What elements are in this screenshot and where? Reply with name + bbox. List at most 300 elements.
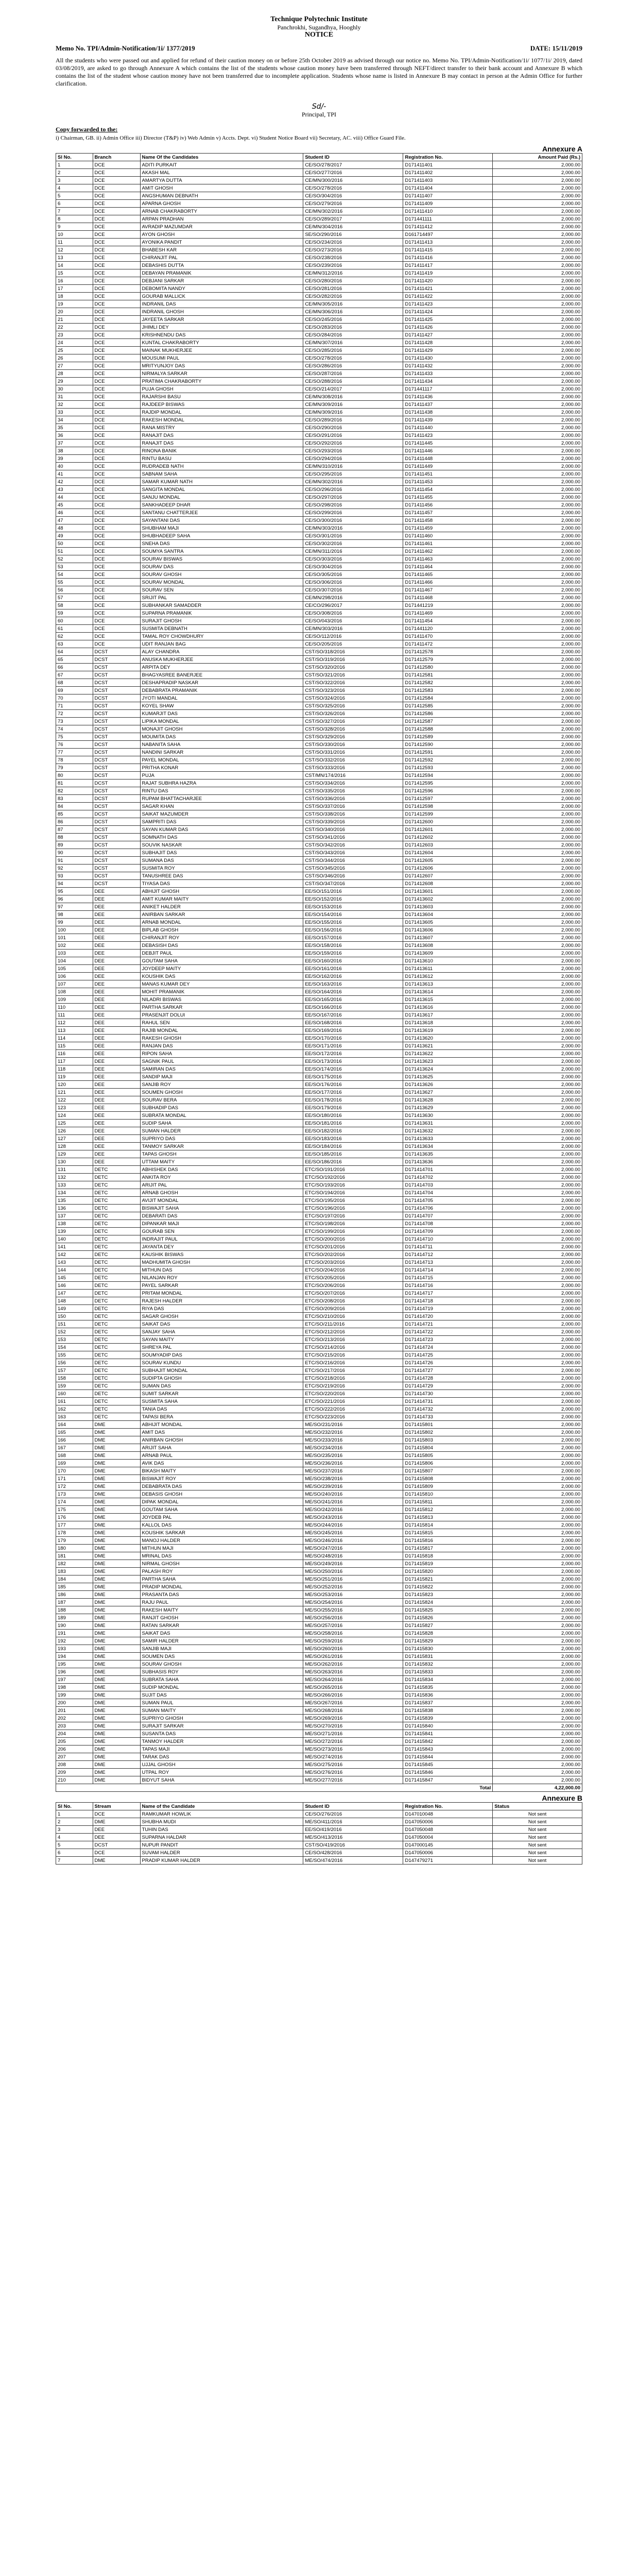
student-id-cell: ME/SO/240/2016: [303, 1490, 403, 1498]
name-cell: MRITYUNJOY DAS: [140, 362, 303, 370]
table-row: [56, 664, 582, 671]
registration-cell: D171413617: [403, 1011, 493, 1019]
table-row: [56, 1684, 582, 1691]
student-id-cell: ETC/SO/194/2016: [303, 1189, 403, 1197]
value-cell: 2,000.00: [493, 1761, 582, 1769]
table-row: [56, 741, 582, 749]
student-id-cell: ETC/SO/203/2016: [303, 1259, 403, 1266]
branch-cell: DEE: [93, 1158, 140, 1166]
sl-no-cell: 195: [56, 1660, 93, 1668]
value-cell: 2,000.00: [493, 617, 582, 625]
table-row: [56, 1305, 582, 1313]
student-id-cell: EE/SO/183/2016: [303, 1135, 403, 1143]
name-cell: TANMOY SARKAR: [140, 1143, 303, 1150]
sl-no-cell: 133: [56, 1181, 93, 1189]
sl-no-cell: 99: [56, 919, 93, 926]
value-cell: 2,000.00: [493, 1042, 582, 1050]
annexure-b-header-row: [56, 1803, 582, 1810]
student-id-cell: ME/SO/269/2016: [303, 1715, 403, 1722]
branch-cell: DME: [93, 1653, 140, 1660]
value-cell: 2,000.00: [493, 810, 582, 818]
branch-cell: DCST: [93, 702, 140, 710]
branch-cell: DCST: [93, 656, 140, 664]
registration-cell: D171413635: [403, 1150, 493, 1158]
branch-cell: DEE: [93, 1019, 140, 1027]
name-cell: ARNAB CHAKRABORTY: [140, 208, 303, 215]
name-cell: SHUBHAM MAJI: [140, 524, 303, 532]
name-cell: TANMOY HALDER: [140, 1738, 303, 1745]
table-row: [56, 455, 582, 463]
student-id-cell: CE/SO/288/2016: [303, 378, 403, 385]
branch-cell: DETC: [93, 1328, 140, 1336]
student-id-cell: CST/SO/328/2016: [303, 725, 403, 733]
sl-no-cell: 128: [56, 1143, 93, 1150]
branch-cell: DCE: [93, 579, 140, 586]
branch-cell: DETC: [93, 1375, 140, 1382]
registration-cell: D171413612: [403, 973, 493, 980]
branch-cell: DME: [93, 1490, 140, 1498]
name-cell: SAMAR KUMAR NATH: [140, 478, 303, 486]
table-row: [56, 1019, 582, 1027]
name-cell: ABHIJIT GHOSH: [140, 888, 303, 895]
column-header: Student ID: [303, 154, 403, 161]
registration-cell: D171413634: [403, 1143, 493, 1150]
value-cell: 2,000.00: [493, 671, 582, 679]
table-row: [56, 347, 582, 354]
table-row: [56, 285, 582, 293]
value-cell: 2,000.00: [493, 1351, 582, 1359]
name-cell: SUMAN MAITY: [140, 1707, 303, 1715]
student-id-cell: ETC/SO/193/2016: [303, 1181, 403, 1189]
sl-no-cell: 173: [56, 1490, 93, 1498]
name-cell: SOURAV BERA: [140, 1096, 303, 1104]
sl-no-cell: 3: [56, 1826, 93, 1834]
name-cell: SUPARNA HALDAR: [140, 1834, 303, 1841]
value-cell: 2,000.00: [493, 888, 582, 895]
registration-cell: D171415807: [403, 1467, 493, 1475]
registration-cell: D171412590: [403, 741, 493, 749]
name-cell: ARNAB PAUL: [140, 1452, 303, 1460]
registration-cell: D171414713: [403, 1259, 493, 1266]
table-row: [56, 1243, 582, 1251]
branch-cell: DME: [93, 1722, 140, 1730]
name-cell: SUBRATA SAHA: [140, 1676, 303, 1684]
value-cell: 2,000.00: [493, 1375, 582, 1382]
sl-no-cell: 80: [56, 772, 93, 779]
table-row: [56, 1011, 582, 1019]
value-cell: 2,000.00: [493, 1498, 582, 1506]
branch-cell: DETC: [93, 1266, 140, 1274]
sl-no-cell: 147: [56, 1290, 93, 1297]
name-cell: PRITAM MONDAL: [140, 1290, 303, 1297]
value-cell: 2,000.00: [493, 1614, 582, 1622]
name-cell: SOURAV KUNDU: [140, 1359, 303, 1367]
table-row: [56, 416, 582, 424]
registration-cell: D171414706: [403, 1205, 493, 1212]
name-cell: JOYDEB PAL: [140, 1514, 303, 1521]
name-cell: AVIK DAS: [140, 1460, 303, 1467]
value-cell: 2,000.00: [493, 679, 582, 687]
annexure-a-header-row: [56, 154, 582, 161]
registration-cell: D171411459: [403, 524, 493, 532]
table-row: [56, 1826, 582, 1834]
branch-cell: DCST: [93, 664, 140, 671]
value-cell: 2,000.00: [493, 1699, 582, 1707]
registration-cell: D171414718: [403, 1297, 493, 1305]
branch-cell: DEE: [93, 895, 140, 903]
value-cell: 2,000.00: [493, 1545, 582, 1552]
table-row: [56, 1753, 582, 1761]
sl-no-cell: 43: [56, 486, 93, 494]
branch-cell: DCE: [93, 223, 140, 231]
value-cell: 2,000.00: [493, 718, 582, 725]
table-row: [56, 640, 582, 648]
sl-no-cell: 16: [56, 277, 93, 285]
sl-no-cell: 149: [56, 1305, 93, 1313]
sl-no-cell: 182: [56, 1560, 93, 1568]
table-row: [56, 787, 582, 795]
value-cell: 2,000.00: [493, 501, 582, 509]
sl-no-cell: 103: [56, 950, 93, 957]
registration-cell: D171413626: [403, 1081, 493, 1089]
student-id-cell: CST/SO/329/2016: [303, 733, 403, 741]
branch-cell: DCST: [93, 718, 140, 725]
sl-no-cell: 116: [56, 1050, 93, 1058]
table-row: [56, 393, 582, 401]
registration-cell: D171411422: [403, 293, 493, 300]
value-cell: 2,000.00: [493, 926, 582, 934]
registration-cell: D171412579: [403, 656, 493, 664]
table-row: [56, 919, 582, 926]
branch-cell: DCST: [93, 725, 140, 733]
registration-cell: D171414730: [403, 1390, 493, 1398]
student-id-cell: EE/SO/180/2016: [303, 1112, 403, 1120]
table-row: [56, 594, 582, 602]
sl-no-cell: 188: [56, 1606, 93, 1614]
registration-cell: D171411455: [403, 494, 493, 501]
student-id-cell: ETC/SO/214/2016: [303, 1344, 403, 1351]
registration-cell: D171415803: [403, 1436, 493, 1444]
table-row: [56, 1715, 582, 1722]
branch-cell: DETC: [93, 1274, 140, 1282]
name-cell: BHAGYASREE BANERJEE: [140, 671, 303, 679]
branch-cell: DCE: [93, 192, 140, 200]
value-cell: 2,000.00: [493, 439, 582, 447]
table-row: [56, 1429, 582, 1436]
registration-cell: D171415829: [403, 1637, 493, 1645]
sl-no-cell: 176: [56, 1514, 93, 1521]
table-row: [56, 1545, 582, 1552]
registration-cell: D171415805: [403, 1452, 493, 1460]
value-cell: 2,000.00: [493, 664, 582, 671]
table-row: [56, 1120, 582, 1127]
student-id-cell: ME/SO/238/2016: [303, 1475, 403, 1483]
registration-cell: D171411448: [403, 455, 493, 463]
branch-cell: DETC: [93, 1359, 140, 1367]
value-cell: 2,000.00: [493, 872, 582, 880]
table-row: [56, 733, 582, 741]
branch-cell: DCE: [93, 1810, 140, 1818]
student-id-cell: CE/SO/292/2016: [303, 439, 403, 447]
student-id-cell: CST/SO/345/2016: [303, 865, 403, 872]
sl-no-cell: 138: [56, 1220, 93, 1228]
registration-cell: D171414711: [403, 1243, 493, 1251]
value-cell: 2,000.00: [493, 965, 582, 973]
value-cell: 2,000.00: [493, 895, 582, 903]
student-id-cell: ME/SO/254/2016: [303, 1599, 403, 1606]
sl-no-cell: 200: [56, 1699, 93, 1707]
sl-no-cell: 70: [56, 694, 93, 702]
registration-cell: D171414720: [403, 1313, 493, 1320]
student-id-cell: EE/SO/153/2016: [303, 903, 403, 911]
student-id-cell: ME/SO/413/2016: [303, 1834, 403, 1841]
student-id-cell: CST/SO/325/2016: [303, 702, 403, 710]
table-row: [56, 1818, 582, 1826]
registration-cell: D171415825: [403, 1606, 493, 1614]
student-id-cell: EE/SO/176/2016: [303, 1081, 403, 1089]
registration-cell: D171411463: [403, 555, 493, 563]
registration-cell: D171414710: [403, 1235, 493, 1243]
sl-no-cell: 17: [56, 285, 93, 293]
student-id-cell: CE/SO/428/2016: [303, 1849, 403, 1857]
student-id-cell: ME/SO/273/2016: [303, 1745, 403, 1753]
name-cell: SNEHA DAS: [140, 540, 303, 548]
value-cell: 2,000.00: [493, 1112, 582, 1120]
registration-cell: D147050006: [403, 1818, 493, 1826]
student-id-cell: EE/SO/151/2016: [303, 888, 403, 895]
student-id-cell: ME/SO/268/2016: [303, 1707, 403, 1715]
name-cell: MOHIT PRAMANIK: [140, 988, 303, 996]
name-cell: SUBHAJIT MONDAL: [140, 1367, 303, 1375]
table-row: [56, 1004, 582, 1011]
name-cell: SHREYA PAL: [140, 1344, 303, 1351]
value-cell: 2,000.00: [493, 803, 582, 810]
student-id-cell: CST/SO/347/2016: [303, 880, 403, 888]
branch-cell: DCE: [93, 231, 140, 239]
sl-no-cell: 79: [56, 764, 93, 772]
student-id-cell: CST/SO/346/2016: [303, 872, 403, 880]
value-cell: 2,000.00: [493, 555, 582, 563]
table-row: [56, 926, 582, 934]
value-cell: 2,000.00: [493, 1730, 582, 1738]
value-cell: 2,000.00: [493, 1251, 582, 1259]
sl-no-cell: 65: [56, 656, 93, 664]
table-row: [56, 1073, 582, 1081]
table-row: [56, 950, 582, 957]
table-row: [56, 687, 582, 694]
name-cell: RINTU BASU: [140, 455, 303, 463]
student-id-cell: CST/SO/327/2016: [303, 718, 403, 725]
table-row: [56, 231, 582, 239]
value-cell: 2,000.00: [493, 579, 582, 586]
sl-no-cell: 162: [56, 1405, 93, 1413]
student-id-cell: ME/SO/261/2016: [303, 1653, 403, 1660]
registration-cell: D171415815: [403, 1529, 493, 1537]
registration-cell: D171412584: [403, 694, 493, 702]
name-cell: SANJIB MAJI: [140, 1645, 303, 1653]
value-cell: 2,000.00: [493, 1320, 582, 1328]
value-cell: 2,000.00: [493, 1181, 582, 1189]
student-id-cell: CST/SO/337/2016: [303, 803, 403, 810]
registration-cell: D171411466: [403, 579, 493, 586]
branch-cell: DCE: [93, 501, 140, 509]
sl-no-cell: 47: [56, 517, 93, 524]
registration-cell: D171411409: [403, 200, 493, 208]
table-row: [56, 694, 582, 702]
table-row: [56, 1490, 582, 1498]
value-cell: 2,000.00: [493, 1660, 582, 1668]
table-row: [56, 826, 582, 834]
value-cell: 2,000.00: [493, 1676, 582, 1684]
branch-cell: DCE: [93, 640, 140, 648]
table-row: [56, 710, 582, 718]
table-row: [56, 1174, 582, 1181]
table-row: [56, 215, 582, 223]
name-cell: SURAJIT SARKAR: [140, 1722, 303, 1730]
table-row: [56, 1351, 582, 1359]
notice-body: All the students who were passed out and applied for refund of their caution money on or before 25th October 2019 as advised through our notice no. Memo No. TPI/Admin-Notification/1i/ 1077/1i/ 2019, dated 03/08/2019, are asked to go through Annexure A which contains the list of the students whose caution money have been transferred through NEFT/direct transfer to their bank account and Annexure B which contains the list of the student whose caution money have not been transferred due to incomplete application. Students whose name is listed in Annexure B may contact in person at the Admin Office for further clarification.: [56, 57, 582, 87]
registration-cell: D171414733: [403, 1413, 493, 1421]
name-cell: ARIJIT SAHA: [140, 1444, 303, 1452]
value-cell: 2,000.00: [493, 1529, 582, 1537]
student-id-cell: CE/SO/277/2016: [303, 169, 403, 177]
branch-cell: DCE: [93, 401, 140, 409]
value-cell: 2,000.00: [493, 470, 582, 478]
sl-no-cell: 206: [56, 1745, 93, 1753]
name-cell: MITHUN MAJI: [140, 1545, 303, 1552]
student-id-cell: CE/SO/283/2016: [303, 324, 403, 331]
table-row: [56, 1529, 582, 1537]
branch-cell: DCE: [93, 316, 140, 324]
branch-cell: DCE: [93, 161, 140, 169]
registration-cell: D171411454: [403, 617, 493, 625]
sl-no-cell: 59: [56, 609, 93, 617]
value-cell: 2,000.00: [493, 1096, 582, 1104]
table-row: [56, 254, 582, 262]
student-id-cell: CST/SO/338/2016: [303, 810, 403, 818]
value-cell: 2,000.00: [493, 262, 582, 269]
student-id-cell: ETC/SO/220/2016: [303, 1390, 403, 1398]
name-cell: ABHISHEK DAS: [140, 1166, 303, 1174]
student-id-cell: ETC/SO/205/2016: [303, 1274, 403, 1282]
value-cell: 2,000.00: [493, 1143, 582, 1150]
registration-cell: D171411439: [403, 416, 493, 424]
branch-cell: DCE: [93, 617, 140, 625]
name-cell: SOUMYADIP DAS: [140, 1351, 303, 1359]
name-cell: PRASANTA DAS: [140, 1591, 303, 1599]
branch-cell: DME: [93, 1715, 140, 1722]
name-cell: PRATIMA CHAKRABORTY: [140, 378, 303, 385]
sl-no-cell: 141: [56, 1243, 93, 1251]
table-row: [56, 409, 582, 416]
registration-cell: D171441111: [403, 215, 493, 223]
sl-no-cell: 132: [56, 1174, 93, 1181]
table-row: [56, 370, 582, 378]
sl-no-cell: 7: [56, 208, 93, 215]
table-row: [56, 903, 582, 911]
name-cell: RAJESH HALDER: [140, 1297, 303, 1305]
student-id-cell: CE/MN/312/2016: [303, 269, 403, 277]
name-cell: SOURAV SEN: [140, 586, 303, 594]
value-cell: 2,000.00: [493, 725, 582, 733]
branch-cell: DETC: [93, 1197, 140, 1205]
registration-cell: D147010048: [403, 1810, 493, 1818]
table-row: [56, 865, 582, 872]
name-cell: MADHUMITA GHOSH: [140, 1259, 303, 1266]
sl-no-cell: 201: [56, 1707, 93, 1715]
annexure-a-body: [56, 161, 582, 1784]
sl-no-cell: 12: [56, 246, 93, 254]
value-cell: 2,000.00: [493, 300, 582, 308]
name-cell: KUNTAL CHAKRABORTY: [140, 339, 303, 347]
branch-cell: DEE: [93, 957, 140, 965]
student-id-cell: CST/SO/322/2016: [303, 679, 403, 687]
value-cell: 2,000.00: [493, 1127, 582, 1135]
sl-no-cell: 192: [56, 1637, 93, 1645]
student-id-cell: ME/SO/237/2016: [303, 1467, 403, 1475]
sl-no-cell: 23: [56, 331, 93, 339]
sl-no-cell: 165: [56, 1429, 93, 1436]
name-cell: AMIT DAS: [140, 1429, 303, 1436]
branch-cell: DCE: [93, 555, 140, 563]
branch-cell: DETC: [93, 1382, 140, 1390]
name-cell: JOYDEEP MAITY: [140, 965, 303, 973]
branch-cell: DME: [93, 1730, 140, 1738]
student-id-cell: ETC/SO/213/2016: [303, 1336, 403, 1344]
branch-cell: DEE: [93, 1004, 140, 1011]
student-id-cell: CE/SO/280/2016: [303, 277, 403, 285]
name-cell: DESHAPRADIP NASKAR: [140, 679, 303, 687]
value-cell: 2,000.00: [493, 393, 582, 401]
student-id-cell: ME/SO/267/2016: [303, 1699, 403, 1707]
value-cell: 2,000.00: [493, 942, 582, 950]
registration-cell: D171413622: [403, 1050, 493, 1058]
table-row: [56, 772, 582, 779]
student-id-cell: ME/SO/474/2016: [303, 1857, 403, 1865]
table-row: [56, 1537, 582, 1545]
sl-no-cell: 174: [56, 1498, 93, 1506]
table-row: [56, 1042, 582, 1050]
value-cell: 2,000.00: [493, 177, 582, 184]
sl-no-cell: 53: [56, 563, 93, 571]
registration-cell: D171411430: [403, 354, 493, 362]
student-id-cell: EE/SO/165/2016: [303, 996, 403, 1004]
sl-no-cell: 7: [56, 1857, 93, 1865]
name-cell: SRIJIT PAL: [140, 594, 303, 602]
branch-cell: DEE: [93, 980, 140, 988]
value-cell: 2,000.00: [493, 455, 582, 463]
value-cell: 2,000.00: [493, 339, 582, 347]
table-row: [56, 1135, 582, 1143]
student-id-cell: EE/SO/167/2016: [303, 1011, 403, 1019]
name-cell: SAMPRITI DAS: [140, 818, 303, 826]
registration-cell: D171413613: [403, 980, 493, 988]
sl-no-cell: 56: [56, 586, 93, 594]
name-cell: UDIT RANJAN BAG: [140, 640, 303, 648]
student-id-cell: CST/SO/342/2016: [303, 841, 403, 849]
table-row: [56, 184, 582, 192]
value-cell: 2,000.00: [493, 1367, 582, 1375]
student-id-cell: ME/SO/262/2016: [303, 1660, 403, 1668]
student-id-cell: CE/MN/302/2016: [303, 208, 403, 215]
branch-cell: DEE: [93, 1027, 140, 1035]
column-header: Registration No.: [403, 154, 493, 161]
value-cell: 2,000.00: [493, 1058, 582, 1065]
value-cell: 2,000.00: [493, 1390, 582, 1398]
table-row: [56, 880, 582, 888]
student-id-cell: CST/SO/333/2016: [303, 764, 403, 772]
student-id-cell: CE/SO/234/2016: [303, 239, 403, 246]
